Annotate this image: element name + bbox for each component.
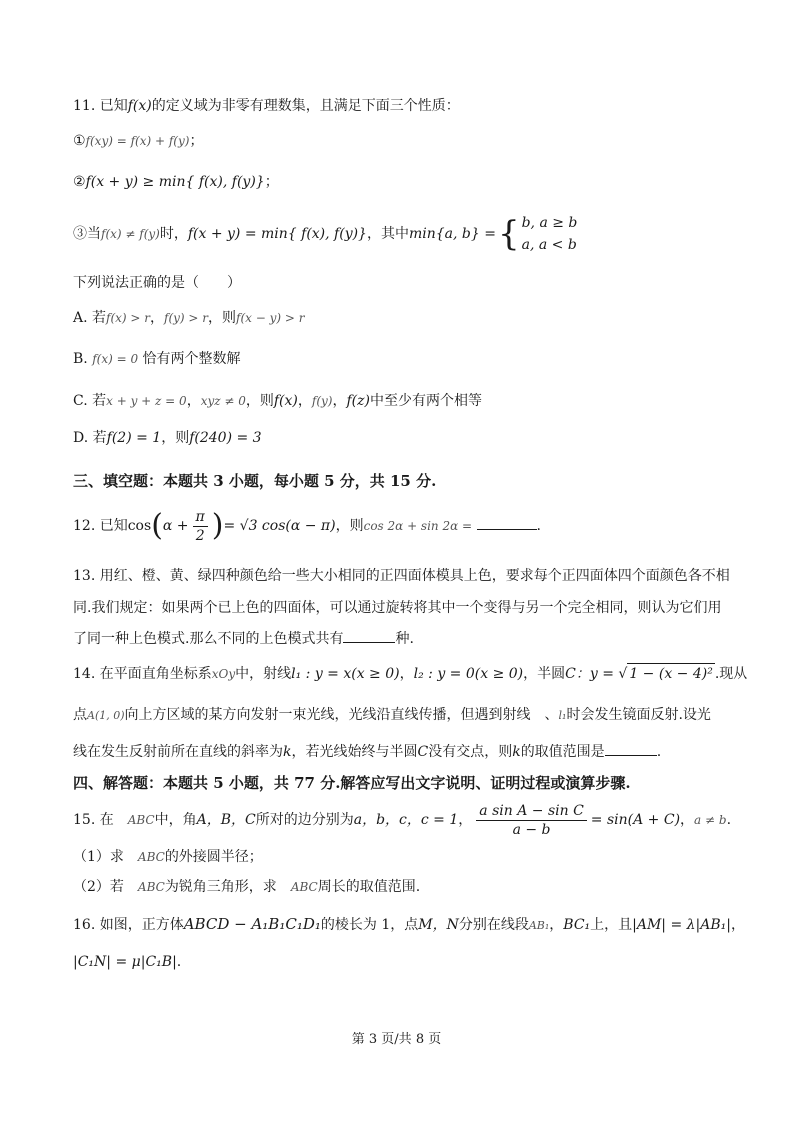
q15-sep2: ， — [680, 812, 695, 828]
right-paren-symbol: ) — [211, 508, 224, 543]
q15-end: . — [726, 812, 732, 828]
q16-line-1 — [73, 914, 745, 936]
left-paren-symbol: ( — [151, 508, 163, 543]
q15-fraction — [476, 802, 587, 839]
q11-optC-label: C. 若 — [73, 393, 107, 409]
q16-cube: ABCD − A₁B₁C₁D₁ — [183, 915, 321, 933]
q11-optC-then: ，则 — [245, 393, 274, 409]
page-footer: 第 3 页/共 8 页 — [351, 1032, 442, 1047]
q12-label: 12. 已知 — [73, 518, 128, 534]
q14-line-3 — [73, 741, 661, 762]
q11-p1-num: ① — [73, 133, 86, 149]
q11-optC-sep2: ， — [297, 393, 312, 409]
q14-ceq: y = — [589, 666, 614, 682]
q11-optC-sep: ， — [186, 393, 201, 409]
q14-l1b: l₁ — [558, 709, 567, 722]
q15-frac-den: a − b — [512, 821, 551, 838]
q14-xoy: xOy — [211, 667, 236, 681]
q11-p2-end: ； — [264, 174, 279, 190]
q11-cases — [522, 212, 578, 256]
q11-optB-label: B. — [73, 351, 88, 367]
q15-angles: A，B，C — [196, 812, 256, 828]
q11-property-2 — [73, 172, 279, 192]
q12-rhs: = √3 cos(α − π) — [223, 518, 336, 534]
q11-p1-end: ； — [189, 133, 204, 149]
q16-sep2: ， — [730, 917, 745, 933]
q15-sep: ， — [458, 812, 473, 828]
q12-answer-blank — [477, 515, 537, 530]
q11-case-2: a, a < b — [521, 237, 577, 253]
q14-now: .现从 — [714, 666, 748, 682]
q12-expr: cos 2α + sin 2α = — [363, 519, 473, 533]
q11-optB-m: f(x) = 0 — [92, 352, 139, 366]
q14-label: 14. 在平面直角坐标系 — [73, 666, 212, 682]
q15-sides: a，b，c， — [353, 812, 421, 828]
q12-frac-num: π — [193, 508, 208, 527]
q16-ab1: AB₁ — [528, 919, 550, 932]
q12-then: ，则 — [335, 518, 364, 534]
q13-line-1: 13. 用红、橙、黄、绿四种颜色给一些大小相同的正四面体模具上色，要求每个正四面体四个面颜色各不相 — [73, 568, 730, 584]
q11-option-d — [73, 428, 262, 448]
q11-option-c — [73, 391, 482, 411]
q12-fraction — [193, 508, 208, 545]
q14-line-3-text: 线在发生反射前所在直线的斜率为 — [73, 744, 283, 760]
q11-optC-m1: x + y + z = 0 — [106, 394, 187, 408]
q16-bc1: BC₁ — [563, 917, 591, 933]
q11-optA-m1: f(x) > r — [106, 311, 151, 325]
q11-intro-rest: 的定义域为非零有理数集，且满足下面三个性质： — [151, 98, 460, 114]
q15-s1-abc: ABC — [137, 850, 165, 864]
q11-case-1: b, a ≥ b — [521, 215, 578, 231]
q15-s2-abc: ABC — [137, 880, 165, 894]
q11-fx: f(x) — [127, 98, 152, 114]
q14-point-text: 点 — [73, 707, 87, 723]
q11-option-a — [73, 308, 305, 328]
q14-l2: l₂ : y = 0(x ≥ 0) — [413, 666, 524, 682]
q15-s2-text: 为锐角三角形，求 — [164, 879, 277, 895]
q15-abc: ABC — [127, 813, 155, 827]
q11-optD-m2: f(240) = 3 — [189, 430, 262, 446]
q11-optB-text: 恰有两个整数解 — [142, 351, 241, 367]
q11-p3-cond: f(x) ≠ f(y) — [101, 227, 160, 241]
q14-line-2-text: 向上方区域的某方向发射一束光线，光线沿直线传播，但遇到射线 、 — [124, 707, 559, 723]
q11-intro-label: 11. 已知 — [73, 98, 128, 114]
q14-line-2-end: 时会发生镜面反射.设光 — [566, 707, 711, 723]
q16-segment-text: 分别在线段 — [458, 917, 529, 933]
q13-answer-blank — [343, 628, 395, 643]
q15-aneb: a ≠ b — [694, 813, 727, 827]
q14-line-3-range: 的取值范围是 — [520, 744, 605, 760]
q11-optD-then: ，则 — [161, 430, 190, 446]
q15-s1-label: （1）求 — [73, 849, 124, 865]
q16-mn: M，N — [418, 917, 459, 933]
q16-sep: ， — [549, 917, 564, 933]
q11-p2-num: ② — [73, 174, 86, 190]
q15-angle-text: 中，角 — [154, 812, 197, 828]
q15-sub-2 — [73, 877, 420, 897]
section-4-heading: 四、解答题：本题共 5 小题，共 77 分.解答应写出文字说明、证明过程或演算步骤. — [73, 774, 631, 792]
q15-s2-abc2: ABC — [290, 880, 318, 894]
q13-line-3 — [73, 628, 414, 649]
q15-s2-end: 周长的取值范围. — [317, 879, 421, 895]
q11-optC-m5: f(z) — [346, 393, 370, 409]
q16-line-2 — [73, 952, 181, 972]
q11-p3-label: ③当 — [73, 226, 101, 242]
q13-line-2: 同.我们规定：如果两个已上色的四面体，可以通过旋转将其中一个变得与另一个完全相同，则认为它们用 — [73, 600, 722, 616]
q16-on-text: 上，且 — [590, 917, 633, 933]
q15-s2-label: （2）若 — [73, 879, 124, 895]
q14-c2: C — [417, 744, 429, 760]
q12-end: . — [536, 518, 541, 534]
q11-optC-m3: f(x) — [273, 393, 298, 409]
q14-answer-blank — [605, 741, 657, 756]
q14-sqrt: 1 − (x − 4)² — [627, 663, 715, 684]
q14-k1: k — [283, 744, 292, 760]
q12 — [73, 503, 541, 549]
q16-cond2: |C₁N| = μ|C₁B| — [73, 954, 177, 970]
q14-ray-text: 中，射线 — [235, 666, 292, 682]
q14-l1: l₁ : y = x(x ≥ 0) — [291, 666, 400, 682]
q11-property-3 — [73, 212, 577, 256]
q11-p3-eq: f(x + y) = min{ f(x), f(y)} — [187, 226, 367, 242]
q11-p3-where: ，其中 — [366, 226, 409, 242]
q11-optA-m3: f(x − y) > r — [236, 311, 305, 325]
q14-semicircle-text: ，半圆 — [523, 666, 566, 682]
q15-rhs: = sin(A + C) — [590, 812, 681, 828]
q11-optD-label: D. 若 — [73, 430, 107, 446]
q15-frac-num: a sin A − sin C — [476, 802, 587, 821]
section-3-heading: 三、填空题：本题共 3 小题，每小题 5 分，共 15 分. — [73, 472, 437, 490]
q14-cname: C： — [565, 666, 590, 682]
q15-sides-text: 所对的边分别为 — [255, 812, 354, 828]
q16-end: . — [176, 954, 182, 970]
q14-point-a: A(1, 0) — [87, 709, 125, 722]
q11-optA-label: A. 若 — [73, 310, 107, 326]
q11-optC-m4: f(y) — [311, 394, 333, 408]
q14-line-3-then: 没有交点，则 — [428, 744, 513, 760]
q11-optC-sep3: ， — [332, 393, 347, 409]
q11-optA-m2: f(y) > r — [164, 311, 209, 325]
q13-line-3-text: 了同一种上色模式.那么不同的上色模式共有 — [73, 631, 344, 647]
q11-optD-m1: f(2) = 1 — [106, 430, 162, 446]
q11-question: 下列说法正确的是（ ） — [73, 275, 241, 291]
q15-s1-text: 的外接圆半径； — [164, 849, 263, 865]
q14-end: . — [656, 744, 662, 760]
q11-p3-min: min{a, b} = — [408, 226, 496, 242]
q11-optC-text: 中至少有两个相等 — [369, 393, 482, 409]
q16-label: 16. 如图，正方体 — [73, 917, 184, 933]
q15-c1: c = 1 — [420, 812, 459, 828]
q11-optA-sep: ， — [150, 310, 165, 326]
q11-intro — [73, 96, 460, 116]
q15-line-1 — [73, 800, 731, 840]
q12-cos: cos — [127, 518, 152, 534]
q14-sep: ， — [399, 666, 414, 682]
q11-p2-formula: f(x + y) ≥ min{ f(x), f(y)} — [85, 174, 265, 190]
q14-line-2 — [73, 705, 711, 726]
q15-sub-1 — [73, 847, 263, 867]
q14-k2: k — [512, 744, 521, 760]
q11-option-b — [73, 349, 241, 369]
q14-line-1: 14. 在平面直角坐标系xOy中，射线l₁ : y = x(x ≥ 0)，l₂ : y = 0(x ≥ 0)，半圆C：y = √ 1 − (x − 4)² .现从 — [73, 663, 747, 684]
q16-cond1: |AM| = λ|AB₁| — [632, 917, 731, 933]
q16-edge-text: 的棱长为 1，点 — [320, 917, 419, 933]
q12-frac-den: 2 — [195, 527, 205, 544]
q13-line-3-end: 种. — [395, 631, 414, 647]
q15-label: 15. 在 — [73, 812, 114, 828]
left-brace-symbol: { — [497, 214, 520, 254]
q12-alpha: α + — [162, 518, 189, 534]
q11-p1-formula: f(xy) = f(x) + f(y) — [85, 134, 190, 148]
q14-line-3-mid: ，若光线始终与半圆 — [291, 744, 418, 760]
q11-optC-m2: xyz ≠ 0 — [200, 394, 246, 408]
q11-property-1 — [73, 131, 203, 151]
q11-p3-when: 时， — [159, 226, 188, 242]
q11-optA-then: ，则 — [208, 310, 237, 326]
